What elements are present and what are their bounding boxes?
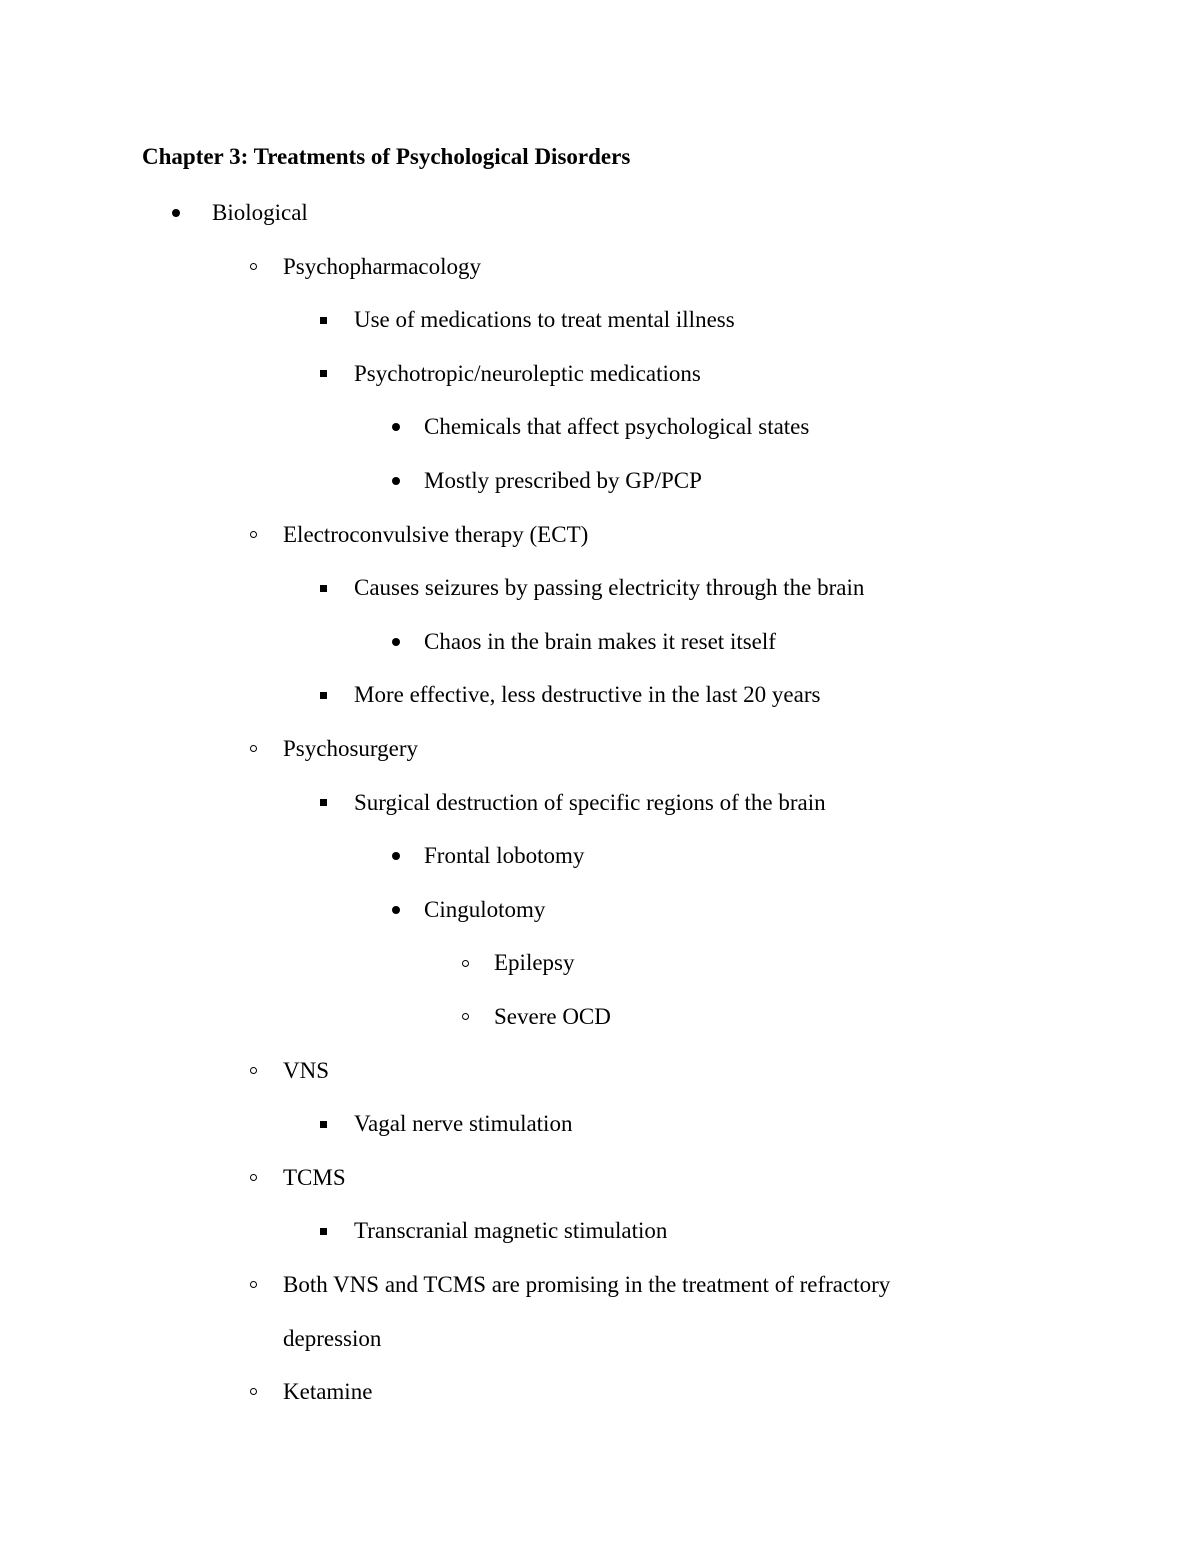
outline-item: Surgical destruction of specific regions of the brain — [354, 789, 826, 815]
bullet-circle-icon — [250, 531, 257, 538]
bullet-circle-icon — [250, 1174, 257, 1181]
outline-item: Cingulotomy — [424, 896, 546, 922]
bullet-circle-icon — [462, 1013, 469, 1020]
outline-item: Epilepsy — [494, 950, 575, 976]
outline-item: Ketamine — [283, 1379, 373, 1405]
bullet-circle-icon — [250, 745, 257, 752]
bullet-square-icon — [320, 585, 327, 592]
outline-item: Mostly prescribed by GP/PCP — [424, 468, 702, 493]
outline-item: Chemicals that affect psychological states — [424, 414, 810, 440]
bullet-square-icon — [320, 1121, 327, 1128]
outline-item: Electroconvulsive therapy (ECT) — [283, 521, 589, 547]
bullet-circle-icon — [250, 1067, 257, 1074]
bullet-square-icon — [320, 317, 327, 324]
bullet-square-icon — [320, 692, 327, 699]
bullet-disc-icon — [392, 852, 400, 860]
bullet-disc-icon — [392, 423, 400, 431]
outline-item: More effective, less destructive in the last 20 years — [354, 682, 821, 708]
outline-item: Biological — [212, 200, 308, 225]
document-title: Chapter 3: Treatments of Psychological Disorders — [142, 144, 631, 169]
bullet-circle-icon — [250, 263, 257, 270]
outline-item: Chaos in the brain makes it reset itself — [424, 628, 776, 654]
bullet-square-icon — [320, 370, 327, 377]
bullet-disc-icon — [392, 477, 400, 485]
bullet-disc-icon — [392, 906, 400, 914]
outline-item: TCMS — [283, 1164, 346, 1190]
bullet-square-icon — [320, 799, 327, 806]
bullet-circle-icon — [250, 1281, 257, 1288]
bullet-square-icon — [320, 1228, 327, 1235]
outline-item: Frontal lobotomy — [424, 843, 585, 869]
outline-item: Both VNS and TCMS are promising in the treatment of refractory — [283, 1272, 891, 1297]
outline-item: Psychosurgery — [283, 736, 419, 761]
bullet-disc-icon — [172, 209, 180, 217]
outline-item: VNS — [283, 1057, 330, 1083]
outline-item: Psychotropic/neuroleptic medications — [354, 360, 701, 386]
outline-item: depression — [283, 1325, 382, 1351]
outline-item: Use of medications to treat mental illness — [354, 307, 735, 333]
outline-item: Vagal nerve stimulation — [354, 1111, 573, 1137]
outline-item: Severe OCD — [494, 1004, 611, 1029]
bullet-circle-icon — [462, 960, 469, 967]
outline-item: Transcranial magnetic stimulation — [354, 1218, 668, 1244]
outline-item: Psychopharmacology — [283, 253, 482, 279]
bullet-circle-icon — [250, 1388, 257, 1395]
outline-item: Causes seizures by passing electricity through the brain — [354, 575, 865, 601]
bullet-disc-icon — [392, 638, 400, 646]
